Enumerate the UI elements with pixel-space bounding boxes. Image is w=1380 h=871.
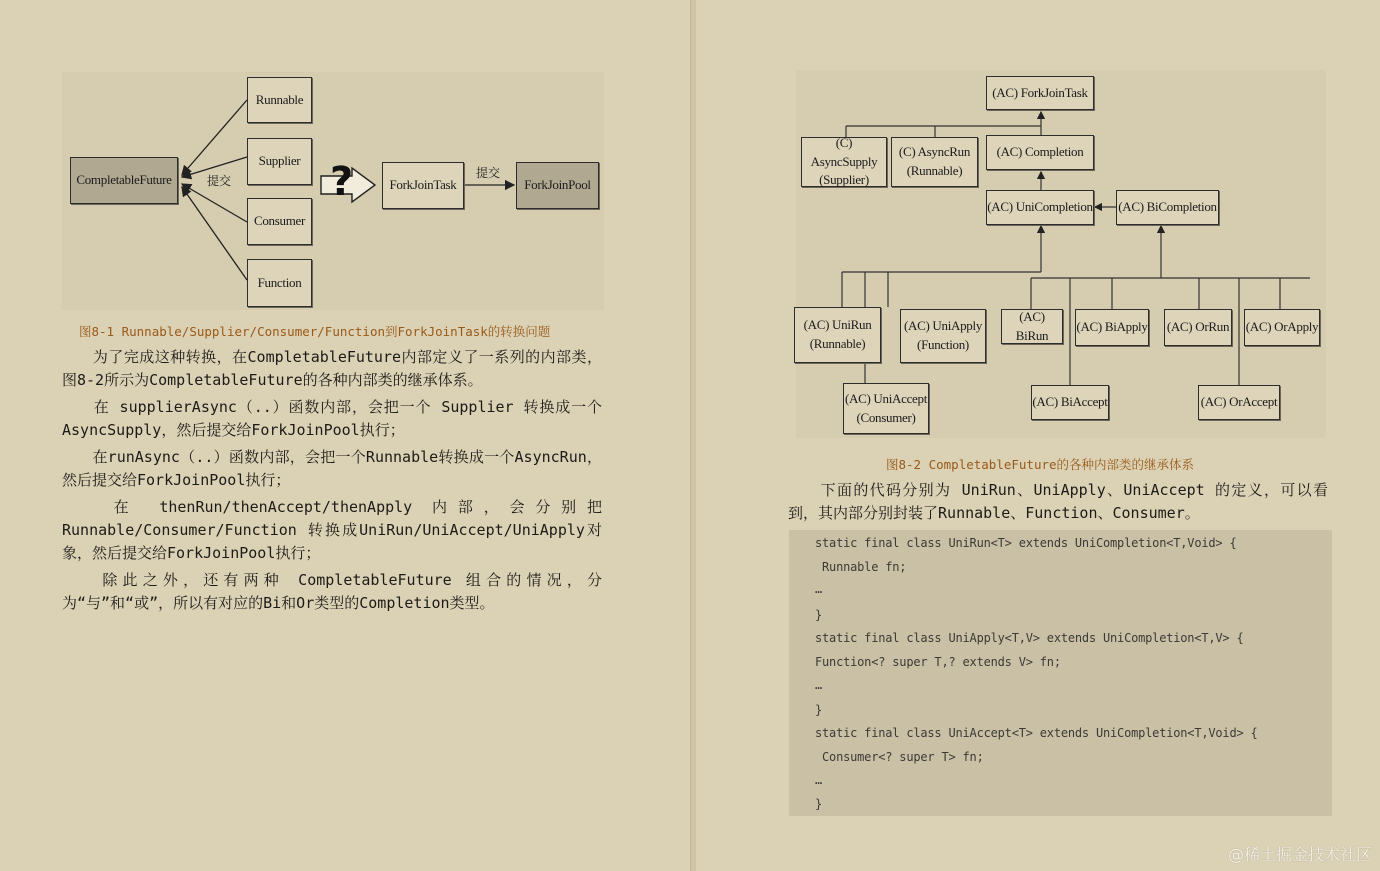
paragraph-4: 在 thenRun/thenAccept/thenApply 内部，会分别把 Runnable/Consumer/Function 转换成UniRun/UniAccept/UniApply对象，然后提交给ForkJoinPool执行；: [62, 498, 602, 562]
arrow-runnable: [182, 100, 247, 175]
box-uniaccept: (AC) UniAccept (Consumer): [843, 383, 929, 434]
code-line: Runnable fn;: [815, 560, 907, 574]
box-forkjointask: ForkJoinTask: [382, 162, 464, 209]
box-asyncsupply: (C) AsyncSupply (Supplier): [801, 137, 887, 187]
box-consumer: Consumer: [247, 198, 312, 245]
box-completion: (AC) Completion: [986, 135, 1094, 170]
paragraph-3: 在runAsync（..）函数内部，会把一个Runnable转换成一个AsyncRun，然后提交给ForkJoinPool执行；: [62, 448, 602, 489]
box-orapply: (AC) OrApply: [1244, 309, 1320, 346]
paragraph-2: 在 supplierAsync（..）函数内部，会把一个 Supplier 转换成一个 AsyncSupply，然后提交给ForkJoinPool执行；: [62, 398, 602, 439]
paragraph-1: 为了完成这种转换，在CompletableFuture内部定义了一系列的内部类，图8-2所示为CompletableFuture的各种内部类的继承体系。: [62, 348, 602, 389]
submit-label: 提交: [207, 174, 232, 188]
right-page: [696, 0, 1380, 871]
box-forkjointask: (AC) ForkJoinTask: [986, 76, 1094, 110]
code-line: }: [815, 797, 823, 811]
paragraph-5: 除此之外，还有两种 CompletableFuture 组合的情况，分为“与”和“或”，所以有对应的Bi和Or类型的Completion类型。: [62, 571, 602, 612]
box-forkjoinpool: ForkJoinPool: [516, 162, 599, 209]
box-birun: (AC) BiRun: [1001, 309, 1063, 344]
question-mark-icon: ?: [330, 159, 354, 205]
box-biapply: (AC) BiApply: [1075, 309, 1149, 346]
box-asyncrun: (C) AsyncRun (Runnable): [891, 137, 978, 187]
box-unirun: (AC) UniRun (Runnable): [794, 307, 881, 363]
box-unicompletion: (AC) UniCompletion: [986, 190, 1094, 225]
box-function: Function: [247, 259, 312, 307]
code-line: …: [815, 678, 823, 692]
box-bicompletion: (AC) BiCompletion: [1116, 190, 1219, 225]
arrow-function: [182, 187, 247, 280]
box-uniapply: (AC) UniApply (Function): [900, 309, 986, 363]
box-supplier: Supplier: [247, 138, 312, 185]
arrow-consumer: [182, 184, 247, 222]
box-runnable: Runnable: [247, 77, 312, 123]
code-line: }: [815, 703, 823, 717]
figure-8-2-caption: 图8-2 CompletableFuture的各种内部类的继承体系: [886, 457, 1195, 472]
box-orrun: (AC) OrRun: [1164, 309, 1232, 346]
submit-label-pool: 提交: [476, 166, 501, 180]
code-line: Consumer<? super T> fn;: [815, 750, 984, 764]
box-biaccept: (AC) BiAccept: [1031, 385, 1109, 420]
code-intro-paragraph: 下面的代码分别为 UniRun、UniApply、UniAccept 的定义，可以看到，其内部分别封装了Runnable、Function、Consumer。: [788, 481, 1328, 522]
watermark: @稀土掘金技术社区: [1227, 845, 1372, 864]
code-line: …: [815, 773, 823, 787]
code-line: static final class UniAccept<T> extends UniCompletion<T,Void> {: [815, 726, 1258, 740]
box-completablefuture: CompletableFuture: [70, 157, 178, 204]
code-line: Function<? super T,? extends V> fn;: [815, 655, 1061, 669]
code-line: static final class UniApply<T,V> extends UniCompletion<T,V> {: [815, 631, 1244, 645]
figure-8-1-caption: 图8-1 Runnable/Supplier/Consumer/Function到ForkJoinTask的转换问题: [79, 324, 551, 339]
code-block: [789, 530, 1332, 816]
code-line: …: [815, 582, 823, 596]
box-oraccept: (AC) OrAccept: [1198, 385, 1280, 420]
code-line: }: [815, 608, 823, 622]
code-line: static final class UniRun<T> extends UniCompletion<T,Void> {: [815, 536, 1237, 550]
